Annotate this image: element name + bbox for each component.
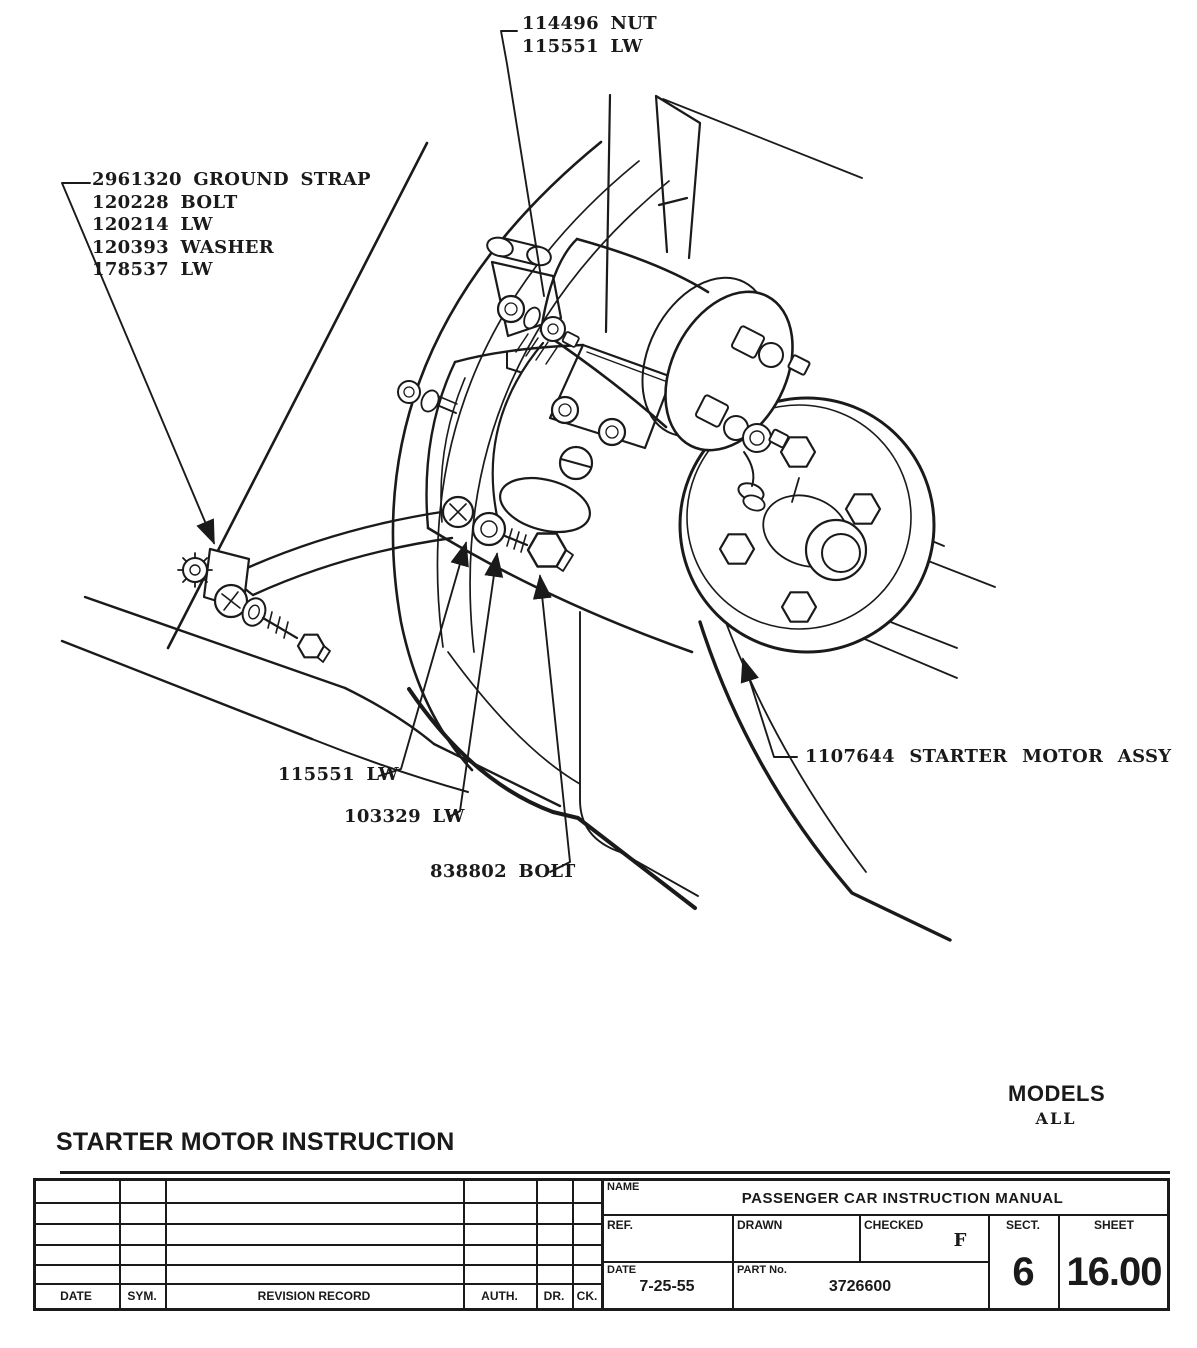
callout-ground-line5: 178537 LW (92, 259, 213, 280)
sect-label: SECT. (1005, 1218, 1040, 1232)
ground-strap (178, 497, 573, 662)
callout-lw-115551: 115551 LW (278, 764, 399, 785)
callout-ground-strap (92, 169, 371, 282)
callout-bolt-838802: 838802 BOLT (430, 861, 576, 882)
rev-record-header: REVISION RECORD (257, 1289, 371, 1303)
sect-value: 6 (1012, 1250, 1034, 1294)
callout-nut-line2: 115551 LW (522, 35, 643, 57)
callout-ground-line2: 120228 BOLT (92, 191, 238, 213)
titleblock-line (602, 1261, 988, 1263)
callout-nut (522, 13, 657, 58)
name-label: NAME (607, 1181, 640, 1193)
rev-dr-header: DR. (543, 1289, 565, 1303)
checked-value: F (953, 1230, 967, 1251)
models-value: ALL (1035, 1109, 1077, 1128)
manual-title: PASSENGER CAR INSTRUCTION MANUAL (741, 1190, 1064, 1207)
date-label: DATE (607, 1264, 637, 1276)
checked-label: CHECKED (864, 1218, 924, 1232)
titleblock-line (33, 1264, 602, 1266)
rev-ck-header: CK. (576, 1289, 598, 1303)
titleblock-line (859, 1214, 861, 1261)
titleblock-line (33, 1223, 602, 1225)
ref-label: REF. (607, 1218, 634, 1232)
rev-date-header: DATE (60, 1289, 92, 1303)
part-label: PART No. (737, 1264, 787, 1276)
heading-rule (60, 1171, 1170, 1174)
rev-sym-header: SYM. (127, 1289, 157, 1303)
callout-ground-line4: 120393 WASHER (92, 236, 275, 258)
sheet-value: 16.00 (1066, 1250, 1162, 1294)
part-value: 3726600 (828, 1278, 892, 1295)
callout-nut-line1: 114496 NUT (522, 13, 657, 34)
callout-lw-103329: 103329 LW (344, 806, 465, 827)
models-label: MODELS (1008, 1081, 1106, 1106)
sheet-label: SHEET (1093, 1218, 1134, 1232)
rev-auth-header: AUTH. (481, 1289, 518, 1303)
callout-ground-line3: 120214 LW (92, 214, 213, 235)
date-value: 7-25-55 (639, 1278, 695, 1295)
titleblock-line (602, 1214, 1170, 1216)
titleblock-line (33, 1244, 602, 1246)
titleblock-line (33, 1283, 602, 1285)
mount-bracket (398, 235, 580, 414)
titleblock-line (33, 1202, 602, 1204)
page-title: STARTER MOTOR INSTRUCTION (56, 1128, 455, 1156)
drawn-label: DRAWN (737, 1218, 783, 1232)
callout-starter-assy: 1107644 STARTER MOTOR ASSY (805, 746, 1172, 767)
callout-ground-line1: 2961320 GROUND STRAP (92, 169, 371, 190)
